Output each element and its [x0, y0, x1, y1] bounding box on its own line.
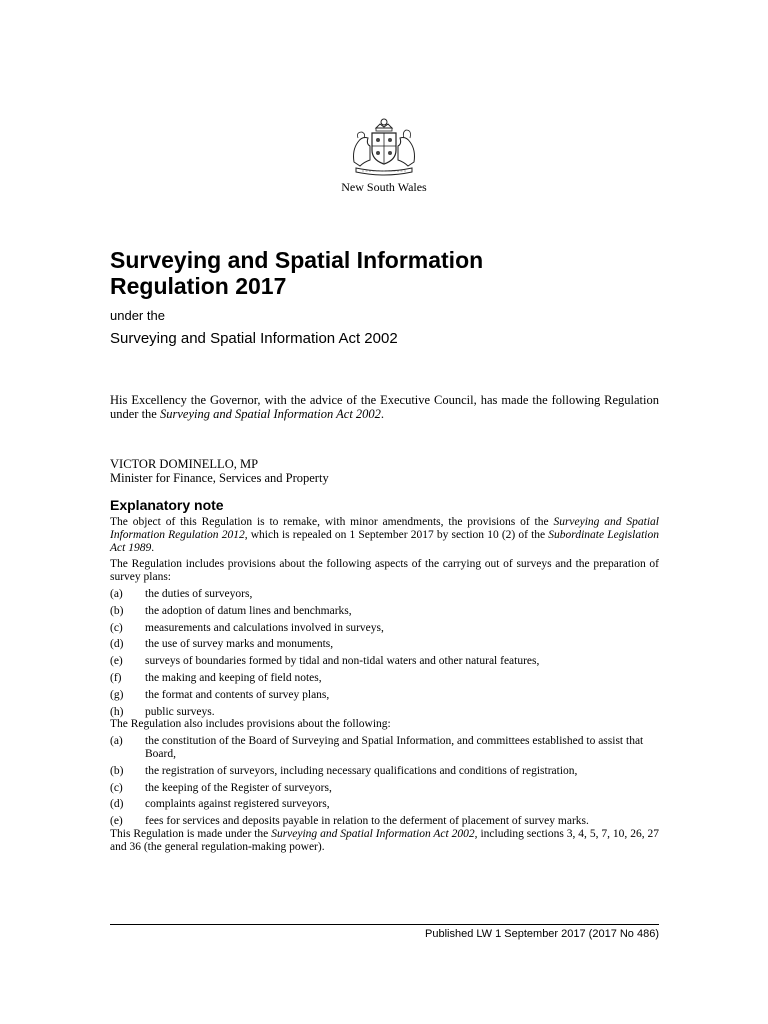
explanatory-paragraph-4	[110, 828, 659, 854]
list-item-label: (c)	[110, 621, 123, 634]
list-item-text: the use of survey marks and monuments,	[145, 638, 334, 651]
list-item-text: the making and keeping of field notes,	[145, 671, 322, 684]
list-item-text: complaints against registered surveyors,	[145, 798, 330, 811]
paragraph-text: , including sections 3, 4, 5, 7, 10, 26, 27 and 36 (the general regulation-making power).	[110, 827, 659, 853]
nsw-coat-of-arms-icon	[340, 116, 428, 178]
paragraph-italic: Subordinate Legislation Act 1989	[110, 528, 659, 554]
list-item-text: the format and contents of survey plans,	[145, 688, 330, 701]
paragraph-text: , which is repealed on 1 September 2017 by section 10 (2) of the	[244, 528, 549, 541]
paragraph-text: The object of this Regulation is to remake, with minor amendments, the provisions of the	[110, 516, 554, 528]
list-item-text: fees for services and deposits payable in relation to the deferment of placement of survey marks.	[145, 815, 589, 828]
list-item-label: (d)	[110, 638, 124, 651]
regulation-title-line-1: Surveying and Spatial Information	[110, 247, 484, 273]
explanatory-paragraph-3: The Regulation also includes provisions about the following:	[110, 718, 391, 731]
list-item-label: (e)	[110, 815, 123, 828]
list-item	[110, 689, 659, 702]
list-item-label: (b)	[110, 764, 124, 777]
list-item	[110, 622, 659, 635]
list-item-label: (e)	[110, 655, 123, 668]
list-item-text: measurements and calculations involved in surveys,	[145, 621, 384, 634]
survey-aspects-list	[110, 588, 659, 718]
footer-divider	[110, 924, 659, 925]
list-item-label: (h)	[110, 705, 124, 718]
parent-act-name: Surveying and Spatial Information Act 2002	[110, 330, 398, 347]
explanatory-note-body	[110, 516, 659, 854]
list-item-text: the keeping of the Register of surveyors,	[145, 781, 332, 794]
list-item	[110, 798, 659, 811]
regulation-provisions-list	[110, 735, 659, 828]
list-item-text: the duties of surveyors,	[145, 587, 253, 600]
list-item-text: the registration of surveyors, including necessary qualifications and conditions of registration,	[145, 764, 578, 777]
list-item-text: the constitution of the Board of Surveying and Spatial Information, and committees established to assist that Board,	[145, 735, 644, 760]
list-item-label: (a)	[110, 587, 123, 600]
list-item	[110, 815, 659, 828]
list-item-label: (g)	[110, 688, 124, 701]
making-statement-act: Surveying and Spatial Information Act 2002	[159, 407, 381, 421]
under-the-label: under the	[110, 308, 165, 323]
list-item	[110, 655, 659, 668]
list-item	[110, 672, 659, 685]
list-item	[110, 605, 659, 618]
paragraph-italic: Surveying and Spatial Information Regulation 2012	[110, 516, 659, 541]
publication-footer: Published LW 1 September 2017 (2017 No 486)	[425, 928, 659, 940]
list-item-label: (b)	[110, 604, 124, 617]
explanatory-paragraph-2: The Regulation includes provisions about the following aspects of the carrying out of surveys and the preparation of survey plans:	[110, 558, 659, 584]
minister-name: VICTOR DOMINELLO, MP	[110, 457, 259, 471]
list-item	[110, 588, 659, 601]
explanatory-paragraph-1	[110, 516, 659, 554]
list-item-text: the adoption of datum lines and benchmarks,	[145, 604, 352, 617]
list-item	[110, 765, 659, 778]
paragraph-text: This Regulation is made under the	[110, 827, 272, 840]
list-item-text: public surveys.	[145, 705, 215, 718]
making-statement-text: His Excellency the Governor, with the advice of the Executive Council, has made the following Regulation under the	[110, 393, 659, 421]
making-statement-end: .	[380, 407, 385, 421]
list-item-label: (c)	[110, 781, 123, 794]
making-statement	[110, 393, 659, 421]
list-item	[110, 735, 659, 761]
jurisdiction-label: New South Wales	[341, 180, 427, 194]
regulation-title	[110, 247, 670, 299]
regulation-title-line-2: Regulation 2017	[110, 273, 287, 299]
minister-role: Minister for Finance, Services and Property	[110, 471, 329, 485]
paragraph-text: .	[151, 541, 155, 554]
list-item	[110, 638, 659, 651]
list-item-text: surveys of boundaries formed by tidal and non-tidal waters and other natural features,	[145, 655, 540, 668]
list-item-label: (f)	[110, 671, 122, 684]
list-item-label: (a)	[110, 735, 123, 748]
explanatory-note-heading: Explanatory note	[110, 497, 224, 513]
list-item-label: (d)	[110, 798, 124, 811]
list-item	[110, 706, 659, 719]
paragraph-italic: Surveying and Spatial Information Act 2002	[271, 827, 475, 840]
list-item	[110, 782, 659, 795]
